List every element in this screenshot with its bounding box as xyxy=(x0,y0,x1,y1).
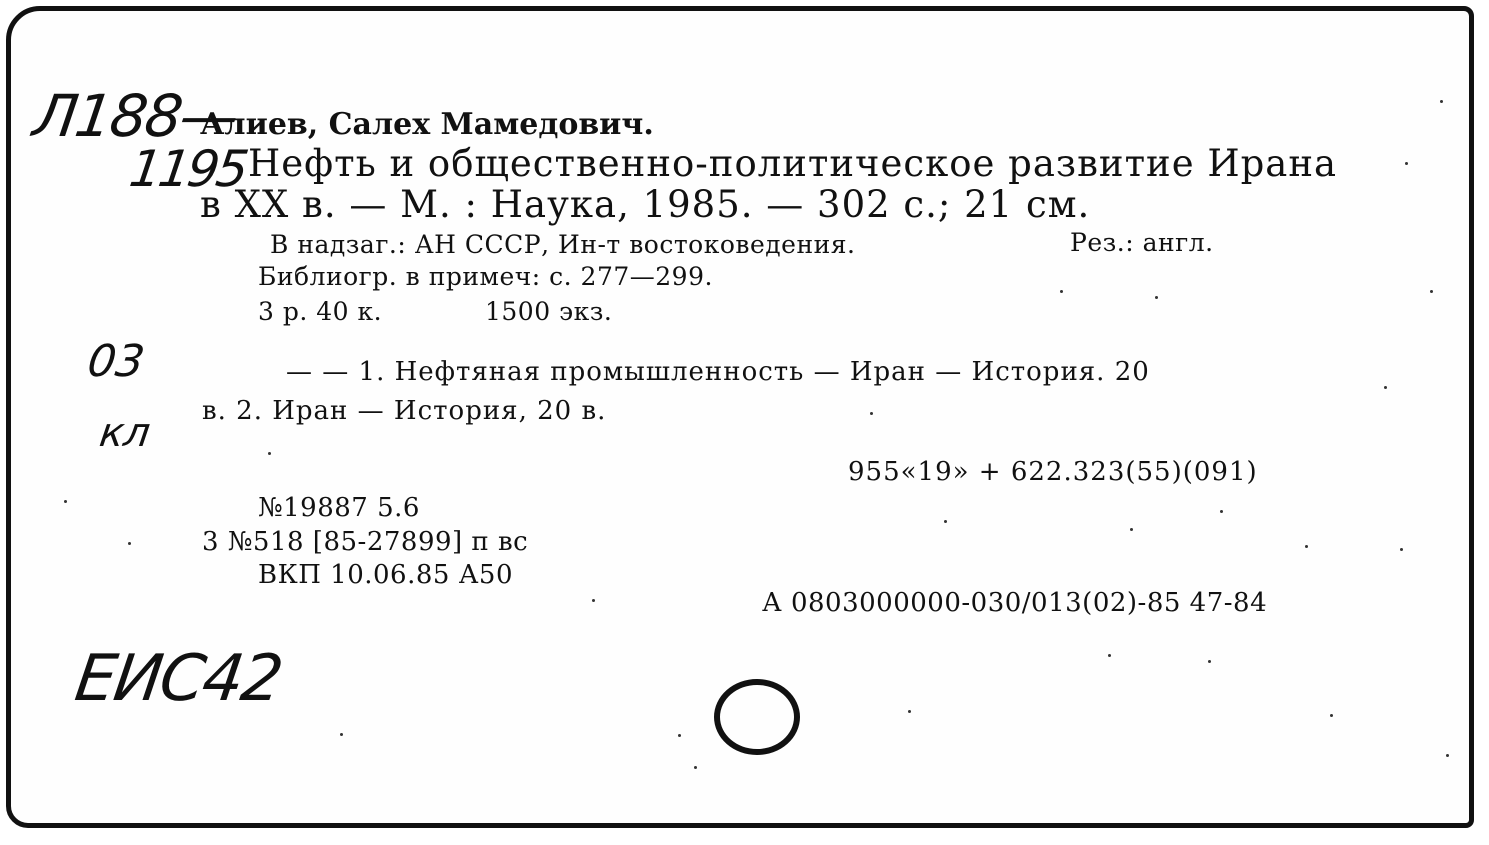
price: 3 р. 40 к. xyxy=(258,297,383,326)
dust-speck xyxy=(1130,528,1133,531)
handwritten-mark-03: 03 xyxy=(84,336,148,387)
note-bibliography: Библиогр. в примеч: с. 277—299. xyxy=(258,262,713,291)
dust-speck xyxy=(1108,654,1111,657)
dust-speck xyxy=(64,500,67,503)
dust-speck xyxy=(1384,386,1387,389)
handwritten-mark-eis: ЕИС42 xyxy=(70,642,286,716)
record-line-2: 3 №518 [85-27899] п вс xyxy=(202,527,529,557)
dust-speck xyxy=(908,710,911,713)
publication-code: А 0803000000-030/013(02)-85 47-84 xyxy=(762,588,1268,618)
dust-speck xyxy=(1305,545,1308,548)
punch-hole xyxy=(714,679,800,755)
dust-speck xyxy=(128,542,131,545)
record-line-3: ВКП 10.06.85 А50 xyxy=(258,560,513,590)
dust-speck xyxy=(1446,754,1449,757)
dust-speck xyxy=(1208,660,1211,663)
subject-headings-line-1: — — 1. Нефтяная промышленность — Иран — История. 20 xyxy=(286,357,1150,387)
dust-speck xyxy=(268,452,271,455)
dust-speck xyxy=(678,734,681,737)
note-institution: В надзаг.: АН СССР, Ин-т востоковедения. xyxy=(270,230,856,259)
author-heading: Алиев, Салех Мамедович. xyxy=(200,107,654,142)
title-line-2: в XX в. — М. : Наука, 1985. — 302 с.; 21 см. xyxy=(200,183,1091,226)
dust-speck xyxy=(870,412,873,415)
dust-speck xyxy=(592,599,595,602)
dust-speck xyxy=(1155,296,1158,299)
dust-speck xyxy=(1430,290,1433,293)
dust-speck xyxy=(340,733,343,736)
dust-speck xyxy=(1220,510,1223,513)
dust-speck xyxy=(1060,290,1063,293)
subject-headings-line-2: в. 2. Иран — История, 20 в. xyxy=(202,396,607,426)
dust-speck xyxy=(944,520,947,523)
dust-speck xyxy=(1405,162,1408,165)
record-line-1: №19887 5.6 xyxy=(258,493,420,523)
handwritten-call-number-range: 1195 xyxy=(125,140,250,198)
dust-speck xyxy=(694,766,697,769)
note-summary: Рез.: англ. xyxy=(1070,228,1214,257)
handwritten-call-number: Л188— xyxy=(29,82,242,150)
dust-speck xyxy=(1440,100,1443,103)
copies: 1500 экз. xyxy=(485,297,613,326)
dust-speck xyxy=(1400,548,1403,551)
udc-classification: 955«19» + 622.323(55)(091) xyxy=(848,457,1258,487)
title-line-1: Нефть и общественно-политическое развитие Ирана xyxy=(248,142,1338,185)
dust-speck xyxy=(1330,714,1333,717)
handwritten-mark-kl: кл xyxy=(96,410,153,456)
